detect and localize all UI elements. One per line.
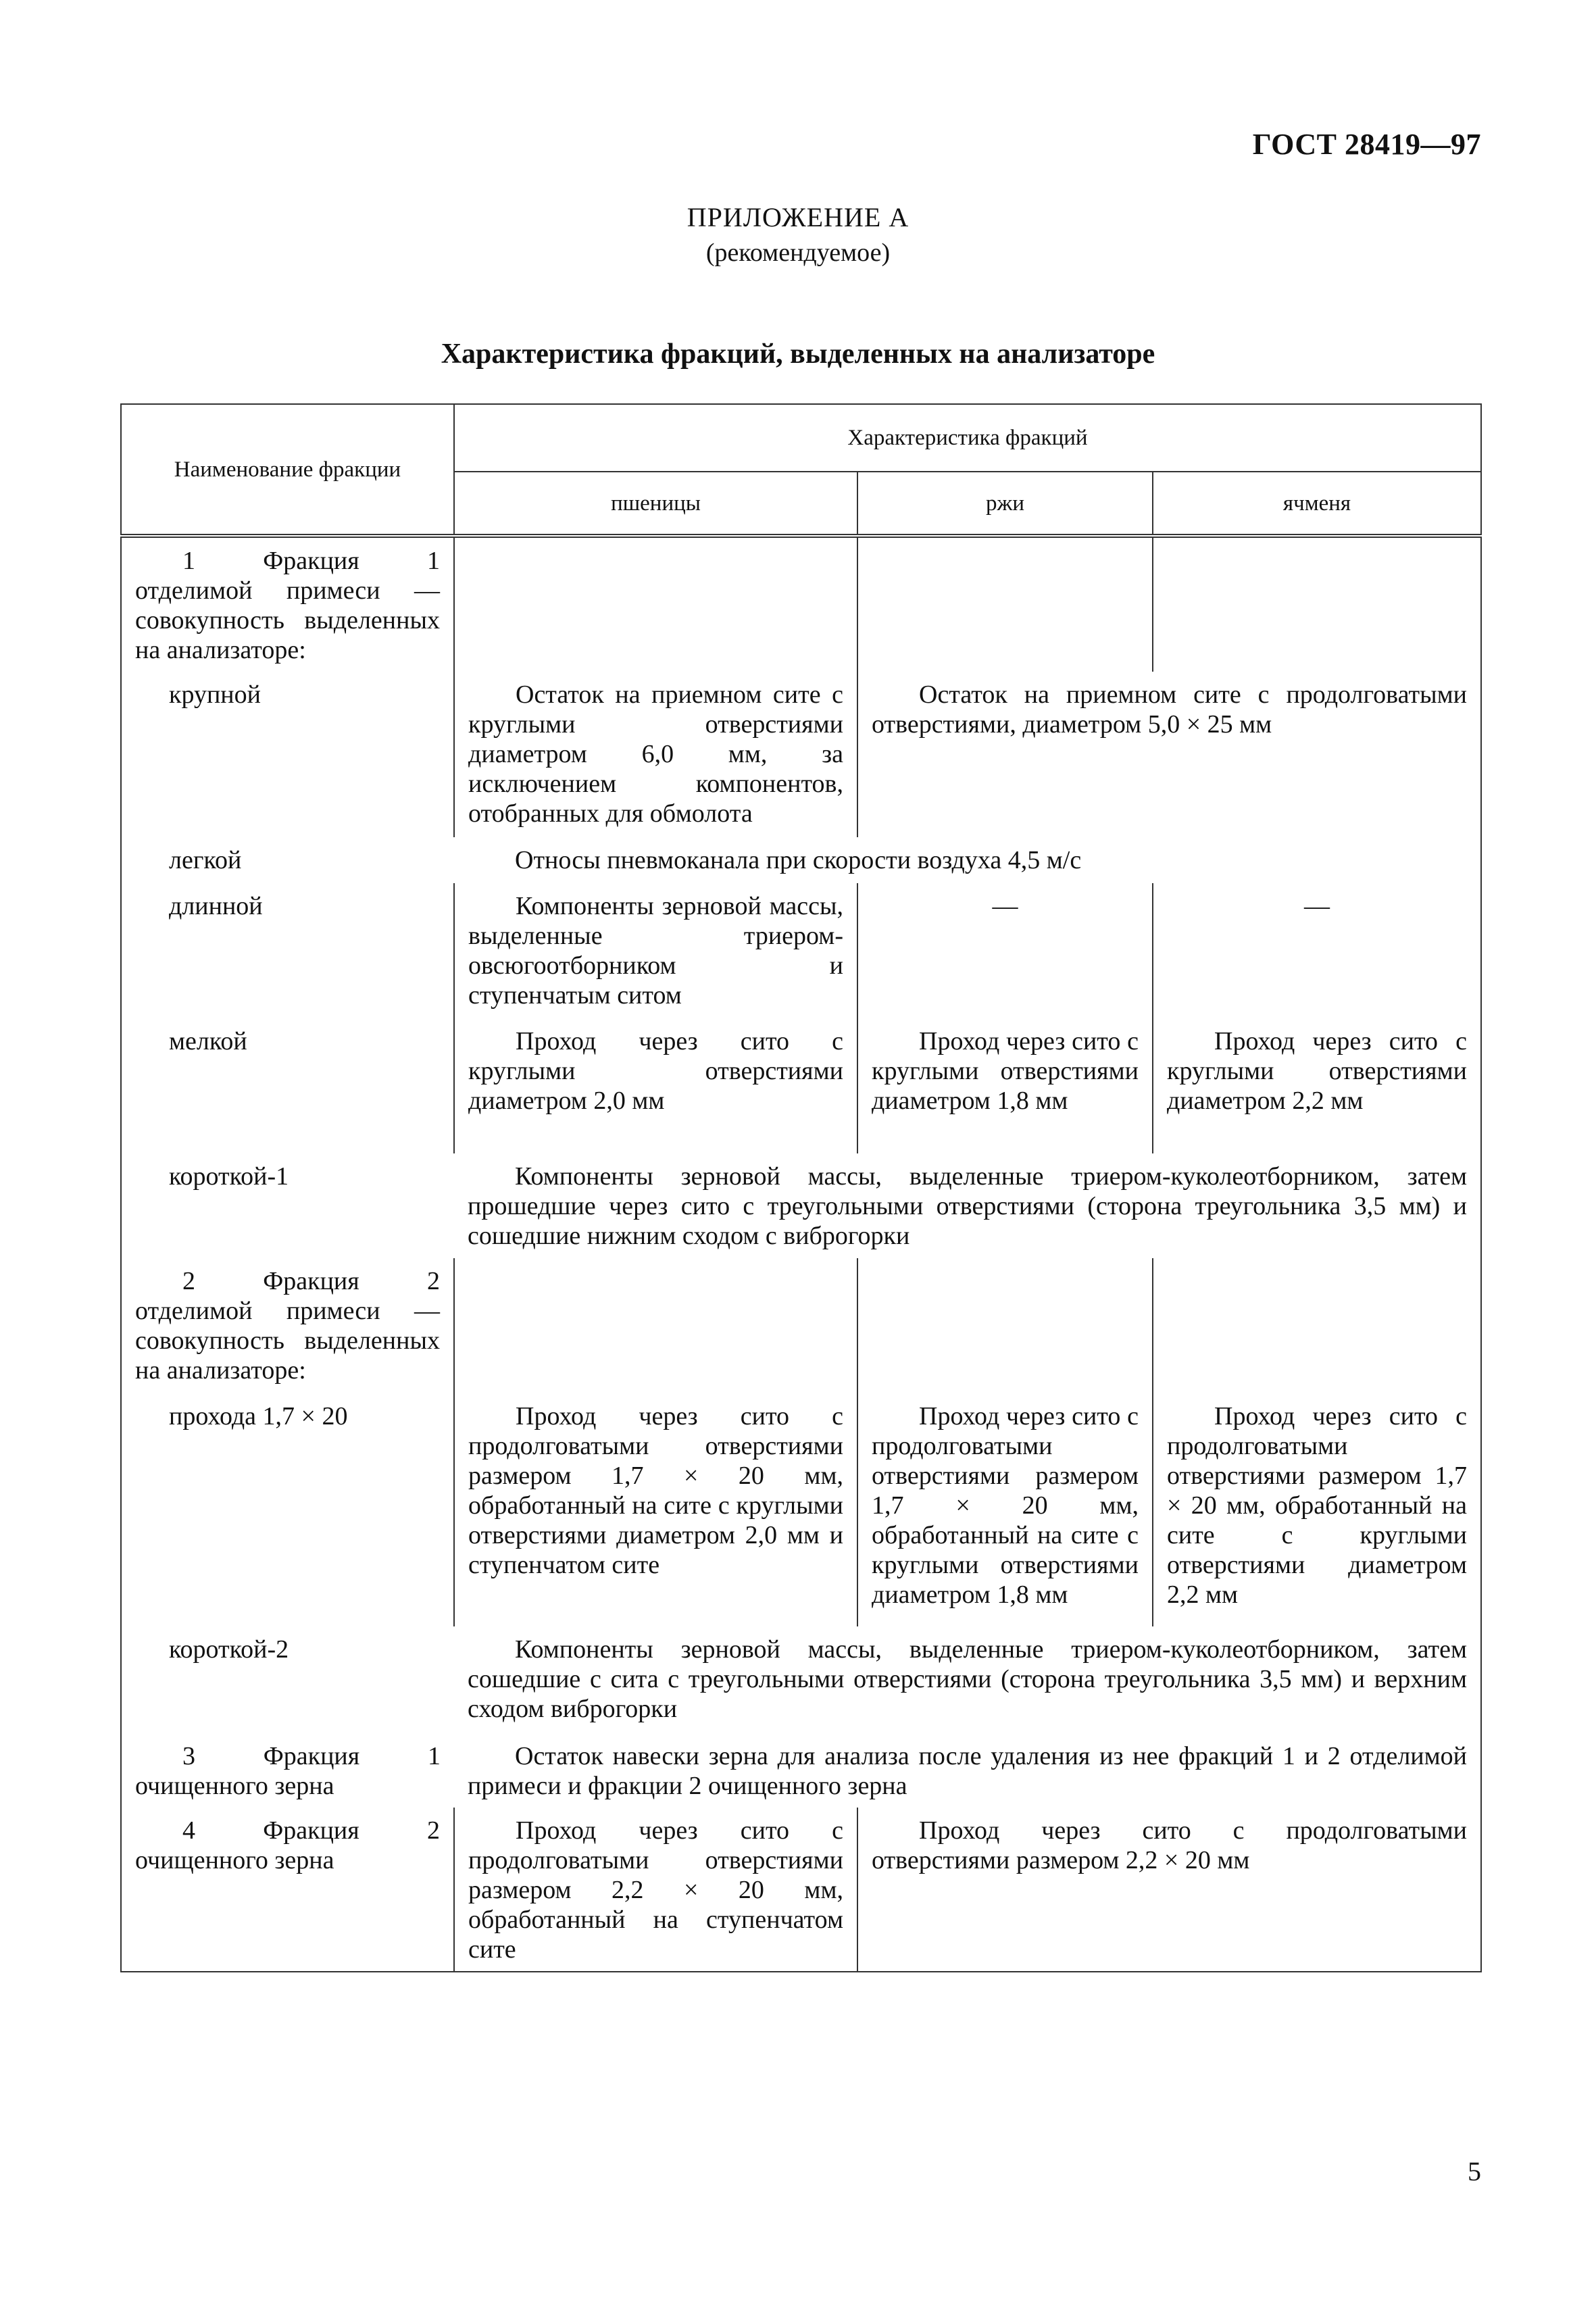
document-code: ГОСТ 28419—97 [1252, 128, 1481, 161]
fraction-name: короткой-1 [169, 1162, 289, 1191]
wheat-cell: Компоненты зерновой массы, выделенные триером-овсюгоотборником и ступенчатым ситом [454, 883, 857, 1018]
wheat-cell: Проход через сито с продолговатыми отверстиями размером 2,2 × 20 мм, обработанный на ступенчатом сите [454, 1808, 857, 1972]
barley-cell: — [1153, 883, 1481, 1018]
fraction-name: легкой [169, 846, 242, 874]
all-grains-cell: Компоненты зерновой массы, выделенные триером-куколеотборником, затем прошедшие через сито с треугольными отверстиями (сторона треугольника 3,5 мм) и сошедшие нижним сходом с виброгорки [468, 1162, 1467, 1250]
rye-cell: Проход через сито с продолговатыми отверстиями размером 1,7 × 20 мм, обработанный на сите с круглыми отверстиями диаметром 1,8 мм [857, 1393, 1153, 1626]
wheat-cell: Остаток на приемном сите с круглыми отверстиями диаметром 6,0 мм, за исключением компонентов, отобранных для обмолота [454, 672, 857, 837]
fractions-table [120, 403, 1480, 1964]
fraction-name: крупной [169, 680, 261, 709]
header-rye: ржи [857, 472, 1153, 536]
wheat-cell: Проход через сито с продолговатыми отверстиями размером 1,7 × 20 мм, обработанный на сите с круглыми отверстиями диаметром 2,0 мм и ступенчатом сите [454, 1393, 857, 1626]
fraction-name: прохода 1,7 × 20 [169, 1402, 348, 1430]
header-barley: ячменя [1153, 472, 1481, 536]
document-title: Характеристика фракций, выделенных на анализаторе [441, 339, 1155, 370]
rye-cell: — [857, 883, 1153, 1018]
header-wheat: пшеницы [454, 472, 857, 536]
fraction-name: 4 Фракция 2 очищенного зерна [135, 1816, 440, 1874]
appendix-title: ПРИЛОЖЕНИЕ А [687, 202, 909, 232]
all-grains-cell: Компоненты зерновой массы, выделенные триером-куколеотборником, затем сошедшие с сита с треугольными отверстиями (сторона треугольника 3,5 мм) и верхним сходом виброгорки [468, 1635, 1467, 1723]
page-number: 5 [1468, 2156, 1481, 2187]
rye-barley-cell: Остаток на приемном сите с продолговатыми отверстиями, диаметром 5,0 × 25 мм [857, 672, 1481, 837]
section-1-label: 1 Фракция 1 отделимой примеси — совокупность выделенных на анализаторе: [135, 547, 440, 664]
appendix-subtitle: (рекомендуемое) [705, 239, 891, 267]
rye-barley-cell: Проход через сито с продолговатыми отверстиями размером 2,2 × 20 мм [857, 1808, 1481, 1972]
section-2-label: 2 Фракция 2 отделимой примеси — совокупность выделенных на анализаторе: [135, 1267, 440, 1385]
rye-cell: Проход через сито с круглыми отверстиями диаметром 1,8 мм [857, 1018, 1153, 1153]
all-grains-cell: Относы пневмоканала при скорости воздуха 4,5 м/с [515, 846, 1082, 874]
wheat-cell: Проход через сито с круглыми отверстиями диаметром 2,0 мм [454, 1018, 857, 1153]
header-characteristic: Характеристика фракций [454, 404, 1481, 472]
barley-cell: Проход через сито с круглыми отверстиями диаметром 2,2 мм [1153, 1018, 1481, 1153]
fraction-name: длинной [169, 892, 263, 920]
fraction-name: 3 Фракция 1 очищенного зерна [135, 1742, 441, 1800]
fraction-name: мелкой [169, 1027, 247, 1055]
barley-cell: Проход через сито с продолговатыми отверстиями размером 1,7 × 20 мм, обработанный на сите с круглыми отверстиями диаметром 2,2 мм [1153, 1393, 1481, 1626]
header-fraction-name: Наименование фракции [121, 404, 454, 536]
fraction-name: короткой-2 [169, 1635, 289, 1664]
all-grains-cell: Остаток навески зерна для анализа после удаления из нее фракций 1 и 2 отделимой примеси и фракции 2 очищенного зерна [468, 1742, 1467, 1800]
